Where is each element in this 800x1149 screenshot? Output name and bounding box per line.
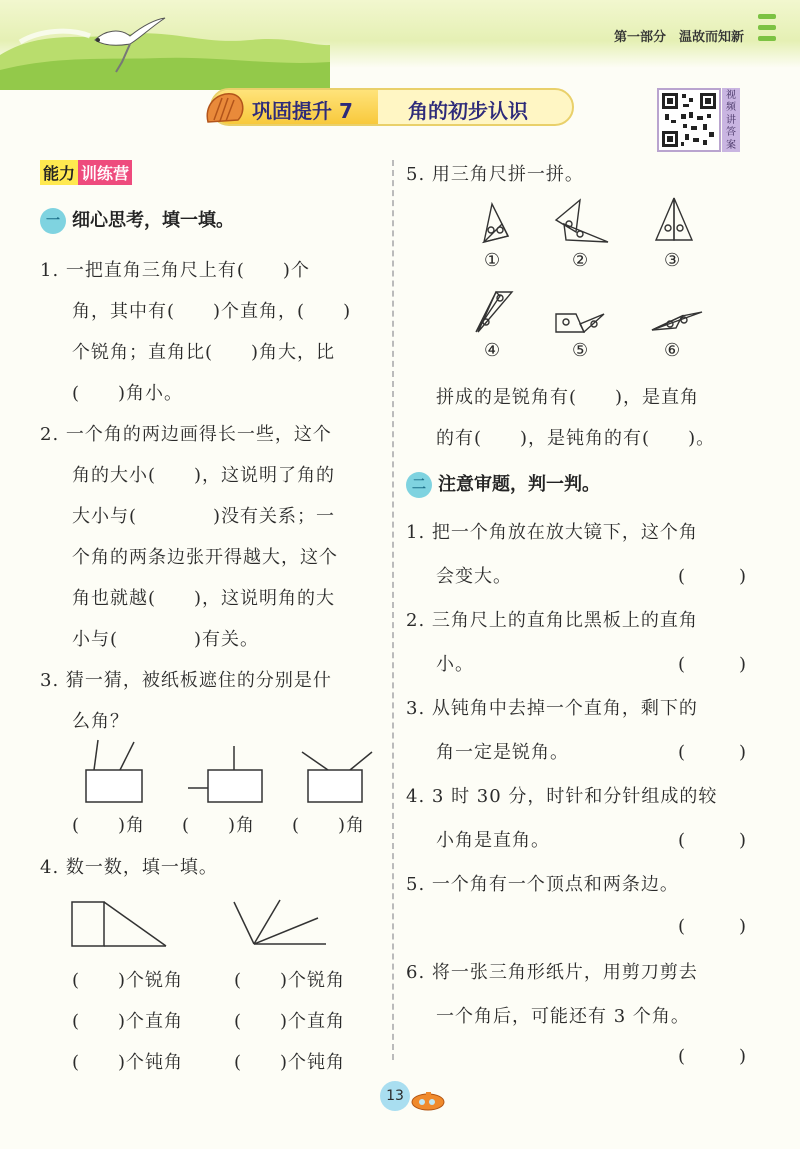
text-line: 小。 [436,654,474,675]
figure-label: ⑥ [664,340,682,361]
q3-figures [76,738,376,808]
text-line: 6. 将一张三角形纸片，用剪刀剪去 [406,962,698,983]
section-tag [40,160,132,184]
text-line: 么角？ [72,711,129,732]
section-one-title: 细心思考，填一填。 [72,210,234,231]
column-divider [392,160,394,1060]
figure-label: ③ [664,250,682,271]
header-decor-bars [758,14,776,50]
judge-blank[interactable]: ( ) [678,742,753,763]
question-title: 4. 数一数，填一填。 [40,857,218,878]
judge-blank[interactable]: ( ) [678,1046,753,1067]
figure-label: ⑤ [572,340,590,361]
answer-blank[interactable]: ( )角 [292,815,366,836]
judge-blank[interactable]: ( ) [678,916,753,937]
triangle-combo-3 [656,198,692,240]
text-line: 1. 一把直角三角尺上有( )个 [40,260,310,281]
hidden-angle-figure-2 [188,746,262,802]
text-line: 拼成的是锐角有( )，是直角 [436,387,700,408]
hidden-angle-figure-3 [302,752,372,802]
answer-blank[interactable]: ( )个直角 [234,1011,346,1032]
answer-blank[interactable]: ( )角 [72,815,146,836]
figure-label: ① [484,250,502,271]
triangle-combo-1 [484,204,508,242]
text-line: 大小与( )没有关系；一 [72,506,336,527]
q4-figures [66,896,376,952]
text-line: 角，其中有( )个直角，( ) [72,301,352,322]
text-line: 3. 猜一猜，被纸板遮住的分别是什 [40,670,332,691]
lesson-topic: 角的初步认识 [408,99,528,123]
text-line: 小角是直角。 [436,830,550,851]
triangle-combo-2 [556,200,608,242]
text-line: 个角的两条边张开得越大，这个 [72,547,338,568]
answer-blank[interactable]: ( )个锐角 [234,970,346,991]
section-two-title: 注意审题，判一判。 [438,474,600,495]
section-one-number: 一 [40,208,66,234]
section-two-number: 二 [406,472,432,498]
q4-shape-left [72,902,166,946]
judge-blank[interactable]: ( ) [678,566,753,587]
text-line: ( )角小。 [72,383,184,404]
lesson-title-banner [210,88,574,126]
text-line: 角的大小( )，这说明了角的 [72,465,336,486]
submarine-icon [408,1090,448,1112]
qr-code-icon[interactable] [657,88,721,152]
section-two-heading [406,470,600,498]
text-line: 3. 从钝角中去掉一个直角，剩下的 [406,698,698,719]
page-number: 13 [380,1081,410,1111]
answer-blank[interactable]: ( )个钝角 [72,1052,184,1073]
figure-label: ② [572,250,590,271]
text-line: 个锐角；直角比( )角大，比 [72,342,336,363]
answer-blank[interactable]: ( )个锐角 [72,970,184,991]
lesson-number: 巩固提升 7 [252,99,353,123]
text-line: 会变大。 [436,566,512,587]
text-line: 小与( )有关。 [72,629,260,650]
text-line: 4. 3 时 30 分，时针和分针组成的较 [406,786,718,807]
text-line: 5. 一个角有一个顶点和两条边。 [406,874,679,895]
triangle-combo-6 [652,312,702,330]
text-line: 的有( )，是钝角的有( )。 [436,428,716,449]
text-line: 2. 三角尺上的直角比黑板上的直角 [406,610,698,631]
text-line: 1. 把一个角放在放大镜下，这个角 [406,522,698,543]
judge-blank[interactable]: ( ) [678,654,753,675]
section-tag-part-b: 训练营 [78,160,132,185]
section-one-heading [40,206,234,234]
question-title: 5. 用三角尺拼一拼。 [406,164,584,185]
q4-shape-right [234,900,326,944]
part-title: 第一部分 温故而知新 [613,30,744,45]
qr-code-label: 视频讲答案 [722,88,740,152]
triangle-combo-5 [556,314,604,332]
text-line: 角一定是锐角。 [436,742,569,763]
section-tag-part-a: 能力 [40,160,78,185]
answer-blank[interactable]: ( )个直角 [72,1011,184,1032]
text-line: 2. 一个角的两边画得长一些，这个 [40,424,332,445]
answer-blank[interactable]: ( )个钝角 [234,1052,346,1073]
header-landscape-illustration [0,0,330,90]
figure-label: ④ [484,340,502,361]
text-line: 一个角后，可能还有 3 个角。 [436,1006,690,1027]
judge-blank[interactable]: ( ) [678,830,753,851]
shell-icon [202,86,248,128]
hidden-angle-figure-1 [86,740,142,802]
triangle-combo-4 [476,292,512,332]
text-line: 角也就越( )，这说明角的大 [72,588,336,609]
answer-blank[interactable]: ( )角 [182,815,256,836]
